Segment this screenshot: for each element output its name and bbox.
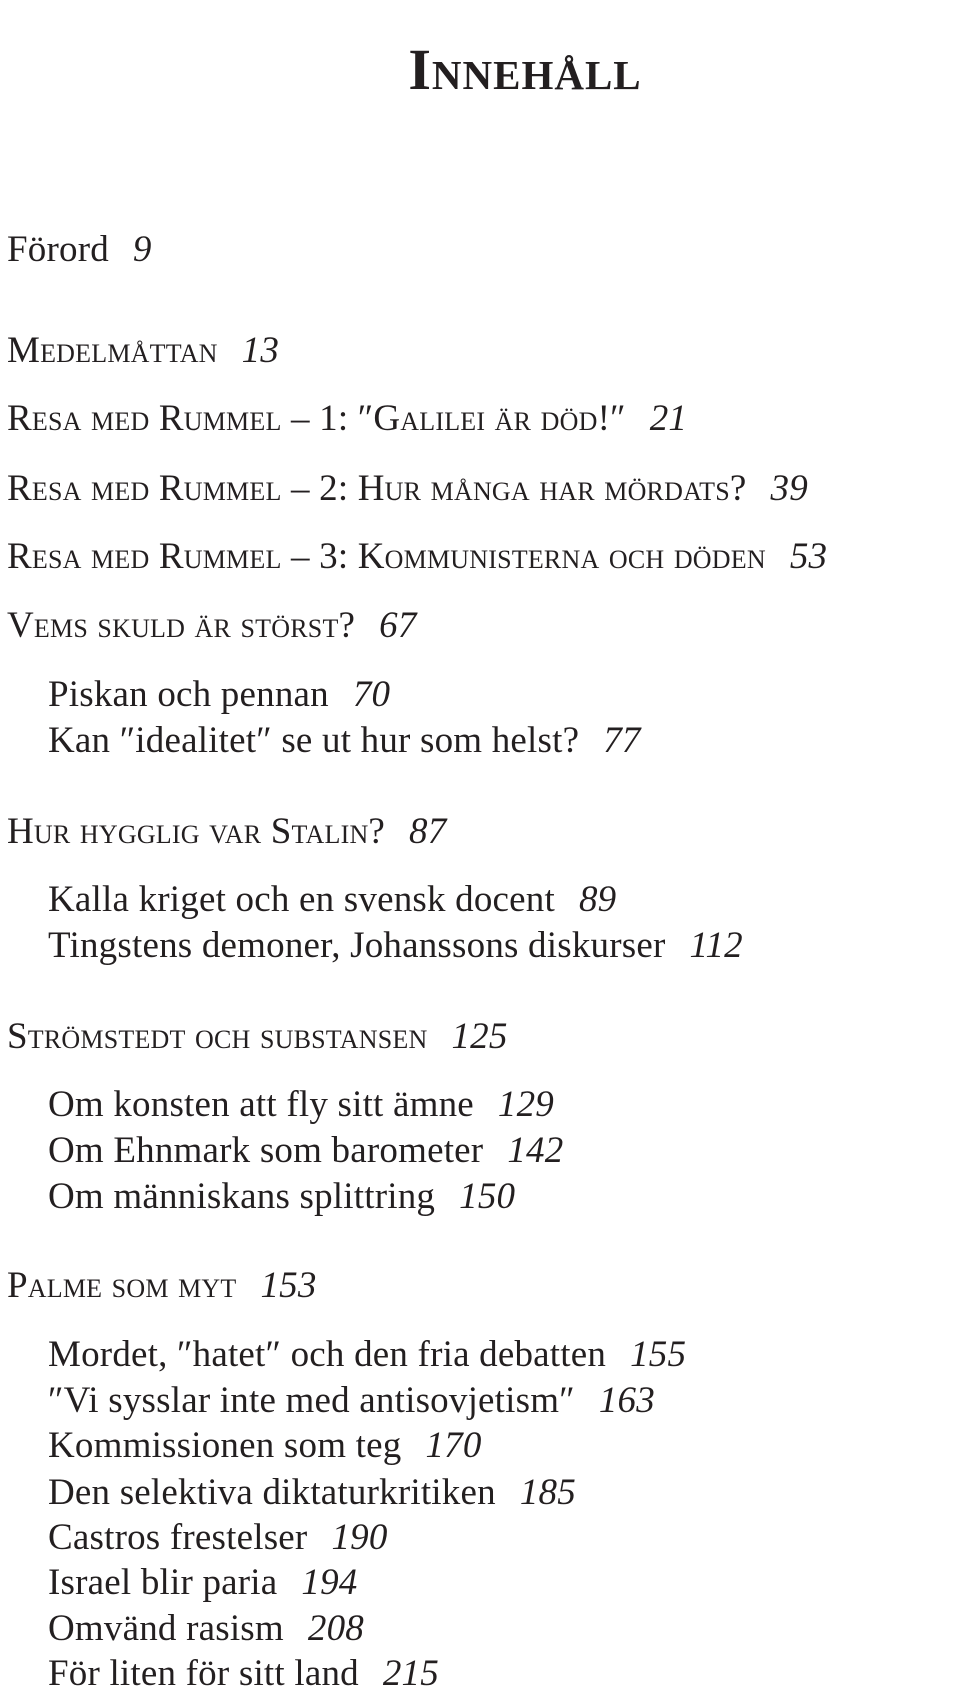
page-number: 129 bbox=[497, 1084, 555, 1125]
entry-title: Palme som myt bbox=[7, 1265, 237, 1306]
entry-title: Förord bbox=[7, 229, 109, 270]
entry-title: Medelmåttan bbox=[7, 330, 218, 371]
entry-title: Den selektiva diktaturkritiken bbox=[48, 1472, 496, 1513]
entry-title: ″Vi sysslar inte med antisovjetism″ bbox=[48, 1380, 575, 1421]
toc-entry bbox=[7, 329, 279, 373]
toc-subentry bbox=[48, 1471, 576, 1515]
entry-title: Kommissionen som teg bbox=[48, 1425, 402, 1466]
page-number: 125 bbox=[451, 1016, 508, 1057]
page-number: 194 bbox=[301, 1562, 358, 1603]
toc-subentry bbox=[48, 878, 616, 922]
entry-title: Om konsten att fly sitt ämne bbox=[48, 1084, 474, 1125]
entry-title: För liten för sitt land bbox=[48, 1653, 359, 1694]
page-number: 153 bbox=[260, 1265, 317, 1306]
toc-subentry bbox=[48, 1561, 358, 1605]
toc-subentry bbox=[48, 1516, 388, 1560]
entry-title: Piskan och pennan bbox=[48, 674, 329, 715]
page-number: 53 bbox=[789, 536, 828, 577]
toc-subentry bbox=[48, 1607, 364, 1651]
page-number: 21 bbox=[649, 398, 688, 439]
page-number: 89 bbox=[578, 879, 617, 920]
page-number: 150 bbox=[459, 1176, 516, 1217]
page-number: 9 bbox=[132, 229, 152, 270]
entry-title: Vems skuld är störst? bbox=[7, 605, 356, 646]
entry-title: Strömstedt och substansen bbox=[7, 1016, 428, 1057]
page-number: 13 bbox=[241, 330, 280, 371]
page-number: 77 bbox=[603, 720, 641, 761]
toc-entry bbox=[7, 1264, 317, 1308]
page-number: 208 bbox=[307, 1608, 364, 1649]
page-number: 190 bbox=[331, 1517, 388, 1558]
page-title: Innehåll bbox=[408, 36, 642, 102]
toc-entry bbox=[7, 535, 827, 579]
entry-title: Tingstens demoner, Johanssons diskurser bbox=[48, 925, 666, 966]
entry-title: Resa med Rummel – 1: ″Galilei är död!″ bbox=[7, 398, 626, 439]
toc-entry bbox=[7, 1015, 508, 1059]
toc-entry bbox=[7, 228, 152, 272]
entry-title: Omvänd rasism bbox=[48, 1608, 284, 1649]
toc-subentry bbox=[48, 1129, 563, 1173]
entry-title: Kalla kriget och en svensk docent bbox=[48, 879, 555, 920]
toc-subentry bbox=[48, 673, 390, 717]
toc-entry bbox=[7, 810, 446, 854]
toc-subentry bbox=[48, 1424, 482, 1468]
page-number: 170 bbox=[425, 1425, 482, 1466]
toc-entry bbox=[7, 467, 808, 511]
entry-title: Mordet, ″hatet″ och den fria debatten bbox=[48, 1334, 607, 1375]
page-number: 70 bbox=[352, 674, 391, 715]
page-number: 112 bbox=[689, 925, 743, 966]
toc-subentry bbox=[48, 1083, 554, 1127]
page-number: 215 bbox=[382, 1653, 439, 1694]
toc-subentry bbox=[48, 1175, 515, 1219]
entry-title: Castros frestelser bbox=[48, 1517, 308, 1558]
page-number: 185 bbox=[519, 1472, 576, 1513]
entry-title: Kan ″idealitet″ se ut hur som helst? bbox=[48, 720, 580, 761]
toc-subentry bbox=[48, 924, 743, 968]
toc-subentry bbox=[48, 1333, 686, 1377]
toc-entry bbox=[7, 397, 687, 441]
toc-subentry bbox=[48, 1379, 655, 1423]
entry-title: Hur hygglig var Stalin? bbox=[7, 811, 386, 852]
page-number: 163 bbox=[598, 1380, 655, 1421]
toc-subentry bbox=[48, 719, 641, 763]
page-number: 155 bbox=[630, 1334, 687, 1375]
toc-entry bbox=[7, 604, 417, 648]
entry-title: Resa med Rummel – 3: Kommunisterna och döden bbox=[7, 536, 766, 577]
entry-title: Om människans splittring bbox=[48, 1176, 436, 1217]
page-number: 39 bbox=[770, 468, 808, 509]
page-number: 67 bbox=[379, 605, 417, 646]
toc-subentry bbox=[48, 1652, 439, 1696]
page-number: 87 bbox=[409, 811, 447, 852]
entry-title: Resa med Rummel – 2: Hur många har mördats? bbox=[7, 468, 747, 509]
entry-title: Israel blir paria bbox=[48, 1562, 278, 1603]
page-number: 142 bbox=[507, 1130, 564, 1171]
entry-title: Om Ehnmark som barometer bbox=[48, 1130, 484, 1171]
